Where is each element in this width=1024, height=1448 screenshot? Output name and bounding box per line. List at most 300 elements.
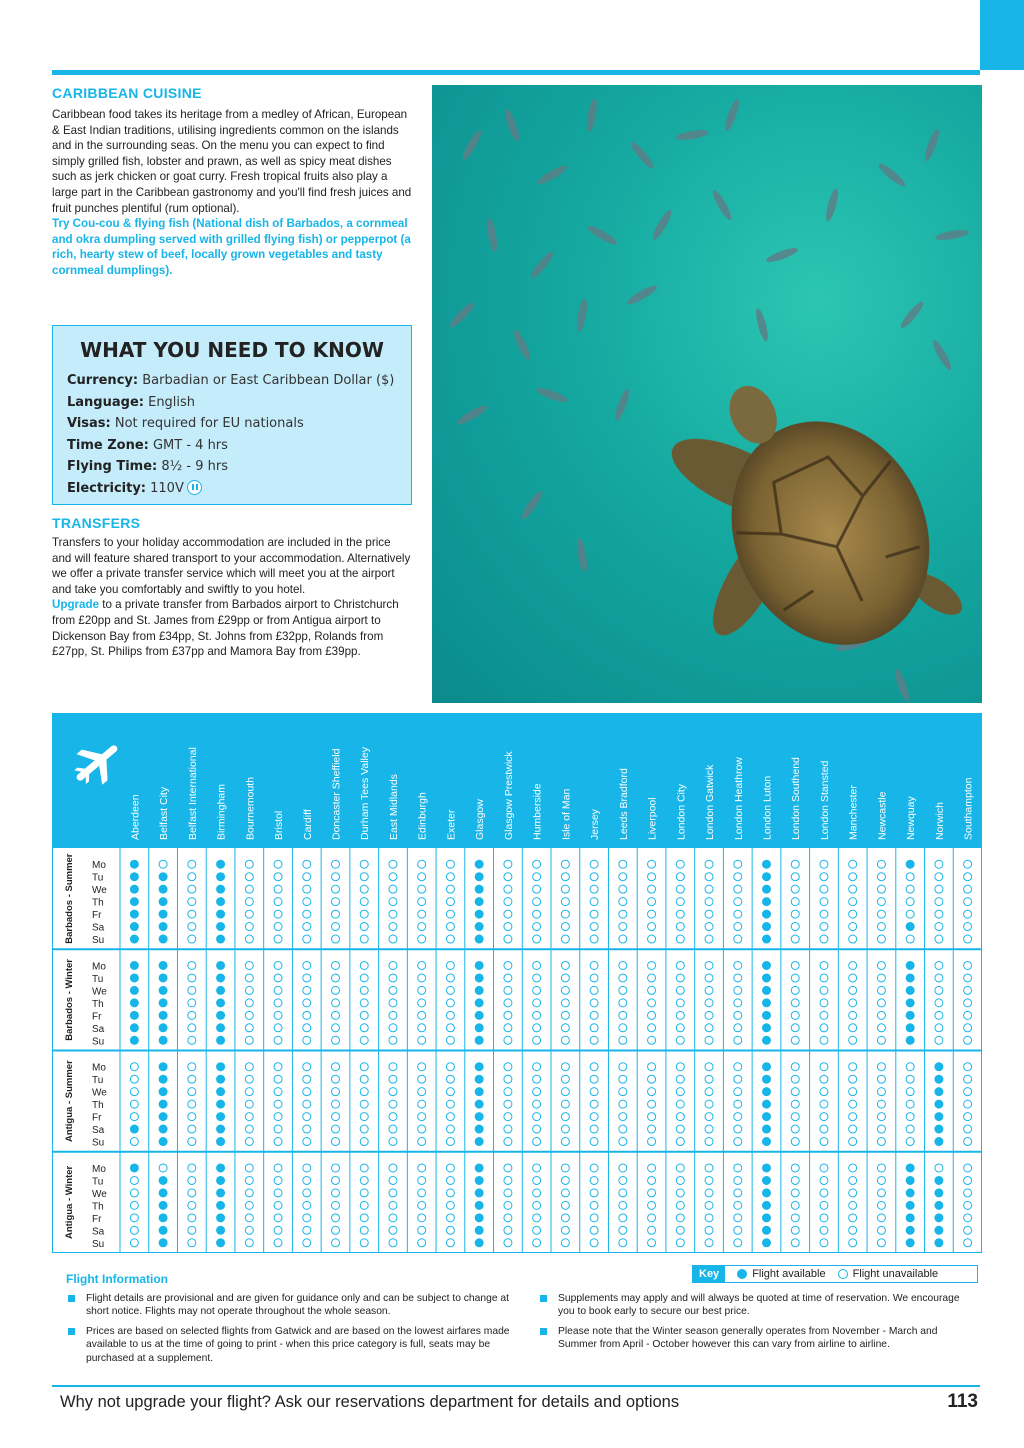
flight-unavailable-dot (791, 1226, 799, 1234)
flight-unavailable-dot (561, 1214, 569, 1222)
flight-unavailable-dot (303, 1214, 311, 1222)
flight-unavailable-dot (676, 1214, 684, 1222)
airport-label: Belfast City (158, 786, 171, 840)
flight-unavailable-dot (820, 1138, 828, 1146)
flight-unavailable-dot (791, 1113, 799, 1121)
flight-unavailable-dot (877, 898, 885, 906)
flight-unavailable-dot (935, 986, 943, 994)
flight-available-dot (159, 1100, 167, 1108)
flight-unavailable-dot (849, 1164, 857, 1172)
flight-unavailable-dot (303, 1024, 311, 1032)
flight-unavailable-dot (820, 1036, 828, 1044)
flight-available-dot (763, 1201, 771, 1209)
know-value: English (143, 394, 196, 410)
flight-unavailable-dot (418, 1226, 426, 1234)
flight-unavailable-dot (676, 1088, 684, 1096)
flight-available-dot (130, 961, 138, 969)
flight-unavailable-dot (332, 999, 340, 1007)
flight-unavailable-dot (906, 1088, 914, 1096)
flight-unavailable-dot (446, 1075, 454, 1083)
flight-unavailable-dot (360, 873, 368, 881)
flight-available-dot (763, 974, 771, 982)
fish-shape (930, 338, 954, 371)
flight-unavailable-dot (245, 1024, 253, 1032)
flight-unavailable-dot (274, 885, 282, 893)
flight-unavailable-dot (676, 1176, 684, 1184)
flight-available-dot (763, 1164, 771, 1172)
flight-unavailable-dot (964, 986, 972, 994)
flight-info-right (538, 1292, 978, 1358)
flight-unavailable-dot (734, 1100, 742, 1108)
airport-label: London Heathrow (732, 757, 745, 840)
flight-unavailable-dot (188, 1075, 196, 1083)
flight-unavailable-dot (446, 885, 454, 893)
flight-unavailable-dot (504, 898, 512, 906)
day-label: Su (92, 1238, 105, 1250)
flight-unavailable-dot (820, 1063, 828, 1071)
flight-unavailable-dot (188, 935, 196, 943)
flight-unavailable-dot (303, 1011, 311, 1019)
caribbean-cuisine-section (52, 85, 412, 279)
flight-unavailable-dot (561, 1011, 569, 1019)
flight-available-dot (159, 1226, 167, 1234)
flight-unavailable-dot (303, 885, 311, 893)
flight-unavailable-dot (705, 1214, 713, 1222)
flight-unavailable-dot (906, 1100, 914, 1108)
flight-available-dot (763, 873, 771, 881)
flight-unavailable-dot (791, 1239, 799, 1247)
flight-unavailable-dot (446, 961, 454, 969)
flight-unavailable-dot (820, 1011, 828, 1019)
flight-unavailable-dot (877, 1201, 885, 1209)
flight-unavailable-dot (188, 1214, 196, 1222)
flight-unavailable-dot (446, 1214, 454, 1222)
flight-unavailable-dot (360, 1088, 368, 1096)
flight-unavailable-dot (332, 1201, 340, 1209)
flight-unavailable-dot (303, 1176, 311, 1184)
flight-unavailable-dot (389, 873, 397, 881)
airport-label: Leeds Bradford (617, 768, 630, 840)
know-value: Barbadian or East Caribbean Dollar ($) (138, 373, 395, 388)
flight-unavailable-dot (303, 1125, 311, 1133)
flight-unavailable-dot (504, 1036, 512, 1044)
fish-shape (447, 300, 477, 330)
flight-unavailable-dot (964, 910, 972, 918)
flight-available-dot (763, 1088, 771, 1096)
flight-unavailable-dot (446, 1125, 454, 1133)
flight-unavailable-dot (561, 1088, 569, 1096)
flight-unavailable-dot (274, 1113, 282, 1121)
flight-unavailable-dot (504, 935, 512, 943)
flight-unavailable-dot (791, 1164, 799, 1172)
flight-unavailable-dot (619, 873, 627, 881)
flight-unavailable-dot (332, 910, 340, 918)
flight-unavailable-dot (676, 961, 684, 969)
flight-available-dot (475, 1201, 483, 1209)
flight-unavailable-dot (130, 1226, 138, 1234)
flight-info-item: Please note that the Winter season generally operates from November - March and Summer from April - October however this can vary from airline to airline. (538, 1325, 978, 1352)
flight-available-dot (763, 1024, 771, 1032)
flight-unavailable-dot (389, 935, 397, 943)
flight-unavailable-dot (877, 1036, 885, 1044)
flight-unavailable-dot (791, 1088, 799, 1096)
flight-unavailable-dot (791, 961, 799, 969)
flight-unavailable-dot (389, 1125, 397, 1133)
flight-unavailable-dot (274, 860, 282, 868)
flight-unavailable-dot (332, 898, 340, 906)
turtle-photo (432, 85, 982, 703)
flight-unavailable-dot (446, 1063, 454, 1071)
flight-unavailable-dot (849, 935, 857, 943)
flight-unavailable-dot (648, 1138, 656, 1146)
flight-available-dot (475, 1100, 483, 1108)
flight-unavailable-dot (130, 1138, 138, 1146)
flight-unavailable-dot (533, 923, 541, 931)
flight-unavailable-dot (188, 1138, 196, 1146)
flight-unavailable-dot (676, 1239, 684, 1247)
flight-available-dot (130, 885, 138, 893)
flight-unavailable-dot (188, 1063, 196, 1071)
flight-unavailable-dot (705, 1063, 713, 1071)
flight-available-dot (906, 1024, 914, 1032)
flight-unavailable-dot (303, 961, 311, 969)
flight-unavailable-dot (504, 1011, 512, 1019)
flight-unavailable-dot (389, 1075, 397, 1083)
flight-unavailable-dot (820, 923, 828, 931)
flight-available-dot (763, 898, 771, 906)
flight-available-dot (217, 1036, 225, 1044)
flight-unavailable-dot (964, 1024, 972, 1032)
flight-available-dot (906, 1214, 914, 1222)
flight-available-dot (475, 1214, 483, 1222)
flight-unavailable-dot (303, 923, 311, 931)
flight-available-dot (763, 1214, 771, 1222)
flight-unavailable-dot (332, 873, 340, 881)
flight-unavailable-dot (648, 1239, 656, 1247)
fish-shape (511, 328, 533, 362)
flight-unavailable-dot (504, 1075, 512, 1083)
flight-unavailable-dot (360, 1024, 368, 1032)
flight-unavailable-dot (734, 999, 742, 1007)
flight-available-dot (906, 1176, 914, 1184)
flight-unavailable-dot (360, 1176, 368, 1184)
flight-unavailable-dot (303, 873, 311, 881)
flight-unavailable-dot (130, 1176, 138, 1184)
flight-unavailable-dot (561, 986, 569, 994)
footer-rule (52, 1385, 980, 1387)
flight-unavailable-dot (734, 961, 742, 969)
airport-label: Edinburgh (416, 792, 429, 840)
flight-unavailable-dot (533, 873, 541, 881)
flight-available-dot (159, 1088, 167, 1096)
flight-unavailable-dot (418, 1189, 426, 1197)
flight-unavailable-dot (389, 1113, 397, 1121)
flight-unavailable-dot (791, 1075, 799, 1083)
flight-available-dot (763, 1100, 771, 1108)
know-row (67, 370, 397, 392)
flight-unavailable-dot (705, 961, 713, 969)
flight-unavailable-dot (734, 1063, 742, 1071)
flight-unavailable-dot (791, 1125, 799, 1133)
flight-available-dot (763, 1125, 771, 1133)
flight-unavailable-dot (619, 935, 627, 943)
flight-unavailable-dot (734, 1024, 742, 1032)
flight-unavailable-dot (820, 1214, 828, 1222)
flight-unavailable-dot (389, 860, 397, 868)
flight-unavailable-dot (188, 1239, 196, 1247)
flight-available-dot (906, 999, 914, 1007)
flight-unavailable-dot (619, 999, 627, 1007)
flight-unavailable-dot (561, 1036, 569, 1044)
flight-available-dot (906, 1201, 914, 1209)
flight-unavailable-dot (188, 1164, 196, 1172)
flight-unavailable-dot (791, 1176, 799, 1184)
flight-available-dot (159, 935, 167, 943)
flight-unavailable-dot (360, 961, 368, 969)
flight-available-dot (217, 999, 225, 1007)
flight-unavailable-dot (820, 1189, 828, 1197)
flight-unavailable-dot (877, 1011, 885, 1019)
flight-unavailable-dot (935, 974, 943, 982)
flight-unavailable-dot (274, 1214, 282, 1222)
day-label: Th (92, 1201, 104, 1213)
flight-unavailable-dot (648, 1226, 656, 1234)
flight-available-dot (763, 1226, 771, 1234)
flight-unavailable-dot (849, 1088, 857, 1096)
flight-unavailable-dot (533, 885, 541, 893)
flight-unavailable-dot (332, 1176, 340, 1184)
know-row (67, 435, 397, 457)
flight-unavailable-dot (791, 1036, 799, 1044)
day-label: Sa (92, 1125, 105, 1137)
flight-unavailable-dot (245, 1138, 253, 1146)
flight-unavailable-dot (188, 986, 196, 994)
day-label: We (92, 986, 107, 998)
flight-unavailable-dot (188, 1201, 196, 1209)
flight-unavailable-dot (303, 1201, 311, 1209)
airport-label: Newquay (905, 796, 918, 840)
flight-unavailable-dot (877, 1239, 885, 1247)
flight-unavailable-dot (877, 1226, 885, 1234)
flight-available-dot (217, 1164, 225, 1172)
flight-unavailable-dot (791, 1063, 799, 1071)
flight-unavailable-dot (418, 974, 426, 982)
flight-unavailable-dot (705, 986, 713, 994)
flight-unavailable-dot (705, 1036, 713, 1044)
flight-unavailable-dot (446, 1164, 454, 1172)
flight-unavailable-dot (504, 1164, 512, 1172)
flight-unavailable-dot (130, 1063, 138, 1071)
flight-unavailable-dot (705, 1100, 713, 1108)
flight-available-dot (217, 1125, 225, 1133)
flight-unavailable-dot (734, 1088, 742, 1096)
flight-unavailable-dot (906, 935, 914, 943)
flight-unavailable-dot (303, 986, 311, 994)
flight-unavailable-dot (188, 923, 196, 931)
flight-unavailable-dot (877, 873, 885, 881)
airport-label: Humberside (531, 783, 544, 840)
flight-unavailable-dot (964, 1011, 972, 1019)
flight-unavailable-dot (619, 1239, 627, 1247)
flight-unavailable-dot (590, 1164, 598, 1172)
flight-unavailable-dot (590, 1088, 598, 1096)
flight-unavailable-dot (504, 1176, 512, 1184)
flight-unavailable-dot (418, 923, 426, 931)
flight-unavailable-dot (590, 885, 598, 893)
flight-unavailable-dot (619, 1226, 627, 1234)
flight-unavailable-dot (877, 1113, 885, 1121)
flight-unavailable-dot (245, 923, 253, 931)
flight-unavailable-dot (533, 1164, 541, 1172)
flight-unavailable-dot (418, 1125, 426, 1133)
flight-unavailable-dot (849, 1125, 857, 1133)
flight-unavailable-dot (705, 974, 713, 982)
fish-shape (612, 388, 631, 423)
flight-unavailable-dot (877, 935, 885, 943)
flight-unavailable-dot (590, 1176, 598, 1184)
flight-unavailable-dot (274, 898, 282, 906)
flight-unavailable-dot (648, 898, 656, 906)
flight-unavailable-dot (274, 999, 282, 1007)
flight-unavailable-dot (303, 1075, 311, 1083)
flight-available-dot (935, 1075, 943, 1083)
airport-label: London City (675, 783, 688, 840)
flight-available-dot (475, 885, 483, 893)
flight-unavailable-dot (849, 873, 857, 881)
flight-available-dot (159, 898, 167, 906)
flight-unavailable-dot (964, 923, 972, 931)
flight-available-dot (217, 1011, 225, 1019)
flight-unavailable-dot (648, 910, 656, 918)
flight-unavailable-dot (590, 873, 598, 881)
day-label: Sa (92, 1023, 105, 1035)
flight-unavailable-dot (676, 1024, 684, 1032)
flight-unavailable-dot (791, 1011, 799, 1019)
day-label: Mo (92, 860, 106, 872)
flight-available-dot (935, 1226, 943, 1234)
flight-unavailable-dot (877, 923, 885, 931)
flight-unavailable-dot (849, 961, 857, 969)
flight-available-dot (130, 999, 138, 1007)
flight-unavailable-dot (590, 1075, 598, 1083)
flight-unavailable-dot (705, 1075, 713, 1083)
fish-shape (935, 228, 970, 242)
flight-unavailable-dot (245, 999, 253, 1007)
flight-available-dot (475, 986, 483, 994)
flight-unavailable-dot (533, 1226, 541, 1234)
flight-unavailable-dot (906, 1125, 914, 1133)
flight-available-dot (763, 1036, 771, 1044)
day-label: Fr (92, 1011, 102, 1023)
flight-unavailable-dot (332, 961, 340, 969)
flight-unavailable-dot (619, 910, 627, 918)
flight-unavailable-dot (245, 1036, 253, 1044)
day-label: Th (92, 998, 104, 1010)
day-label: Tu (92, 872, 104, 884)
flight-unavailable-dot (705, 1113, 713, 1121)
flight-unavailable-dot (676, 860, 684, 868)
flight-unavailable-dot (332, 885, 340, 893)
flight-unavailable-dot (389, 961, 397, 969)
day-label: Th (92, 1100, 104, 1112)
airport-label: East Midlands (387, 774, 400, 840)
flight-unavailable-dot (877, 999, 885, 1007)
flight-unavailable-dot (877, 1088, 885, 1096)
flight-available-dot (475, 999, 483, 1007)
flight-unavailable-dot (619, 961, 627, 969)
flight-available-dot (935, 1113, 943, 1121)
flight-unavailable-dot (590, 986, 598, 994)
flight-unavailable-dot (648, 1088, 656, 1096)
flight-available-dot (935, 1063, 943, 1071)
flight-unavailable-dot (734, 1226, 742, 1234)
flight-available-dot (159, 1125, 167, 1133)
flight-unavailable-dot (446, 923, 454, 931)
flight-unavailable-dot (360, 1113, 368, 1121)
flight-unavailable-dot (303, 1138, 311, 1146)
flight-unavailable-dot (274, 1088, 282, 1096)
flight-unavailable-dot (791, 999, 799, 1007)
flight-unavailable-dot (590, 898, 598, 906)
flight-available-dot (906, 923, 914, 931)
flight-available-dot (159, 1036, 167, 1044)
flight-unavailable-dot (504, 1226, 512, 1234)
upgrade-text: to a private transfer from Barbados airport to Christchurch from £20pp and St. James from £29pp or from Antigua airport to Dickenson Bay from £34pp, St. Johns from £32pp, Rolands from £27pp, St. Philips from £37pp and Mamora Bay from £39pp. (52, 598, 399, 659)
flight-unavailable-dot (360, 1226, 368, 1234)
flight-unavailable-dot (877, 910, 885, 918)
flight-unavailable-dot (820, 1113, 828, 1121)
caribbean-heading: CARIBBEAN CUISINE (52, 85, 202, 101)
airport-label: Birmingham (215, 783, 228, 840)
flight-unavailable-dot (820, 935, 828, 943)
flight-available-dot (217, 910, 225, 918)
fish-shape (754, 308, 771, 343)
flight-unavailable-dot (820, 999, 828, 1007)
flight-available-dot (763, 1176, 771, 1184)
know-title: WHAT YOU NEED TO KNOW (80, 338, 384, 362)
flight-unavailable-dot (734, 1239, 742, 1247)
know-value: GMT - 4 hrs (148, 437, 228, 453)
flight-unavailable-dot (590, 1100, 598, 1108)
key-legend (692, 1265, 978, 1283)
flight-unavailable-dot (849, 974, 857, 982)
flight-unavailable-dot (360, 860, 368, 868)
day-label: Fr (92, 1112, 102, 1124)
flight-unavailable-dot (877, 1063, 885, 1071)
flight-unavailable-dot (734, 974, 742, 982)
flight-unavailable-dot (734, 1138, 742, 1146)
flight-unavailable-dot (418, 1011, 426, 1019)
flight-available-dot (159, 1138, 167, 1146)
flight-unavailable-dot (820, 860, 828, 868)
flight-available-dot (475, 898, 483, 906)
flight-unavailable-dot (648, 873, 656, 881)
flight-unavailable-dot (332, 1164, 340, 1172)
flight-unavailable-dot (274, 873, 282, 881)
flight-unavailable-dot (360, 910, 368, 918)
flight-info-item: Prices are based on selected flights from Gatwick and are based on the lowest airfares made available to us at the time of going to print - when this price category is full, seats may be purchased at a supplement. (66, 1325, 516, 1365)
flight-unavailable-dot (130, 1113, 138, 1121)
flight-available-dot (475, 1113, 483, 1121)
flight-unavailable-dot (964, 974, 972, 982)
fish-shape (575, 298, 589, 333)
flight-unavailable-dot (705, 923, 713, 931)
flight-unavailable-dot (504, 999, 512, 1007)
flight-unavailable-dot (418, 1036, 426, 1044)
flight-unavailable-dot (648, 1063, 656, 1071)
flight-unavailable-dot (360, 1239, 368, 1247)
flight-unavailable-dot (877, 961, 885, 969)
